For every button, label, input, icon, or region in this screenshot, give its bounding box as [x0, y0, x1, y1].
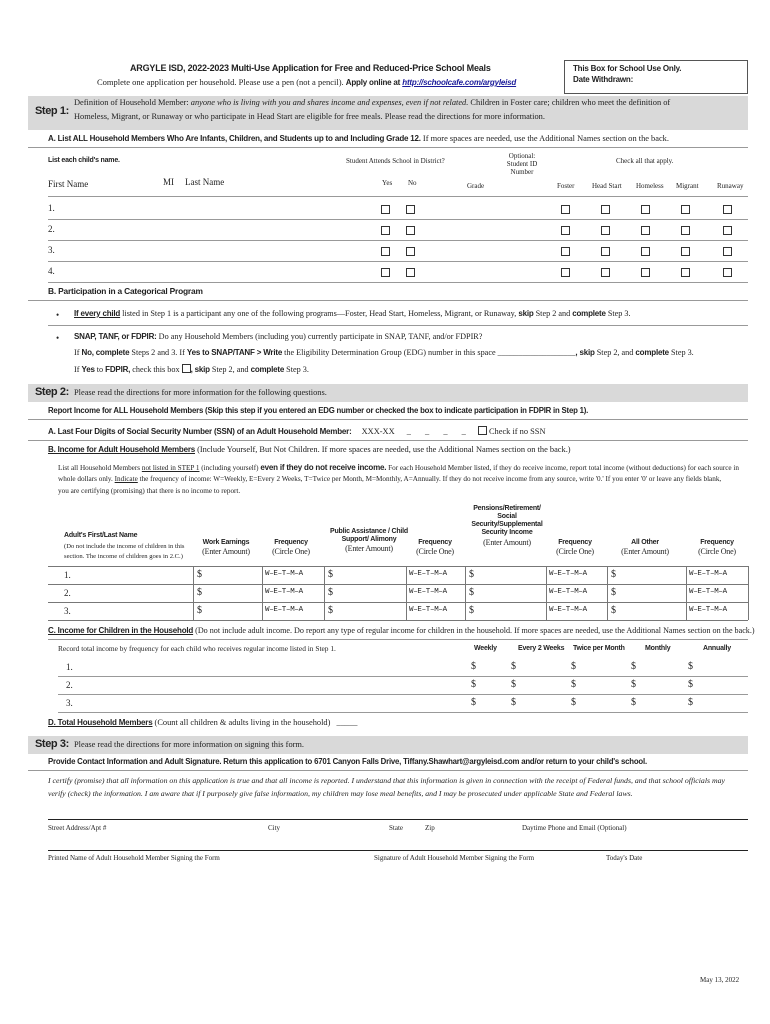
- adult1-other-amount[interactable]: $: [611, 569, 616, 580]
- col-adult-name: Adult's First/Last Name: [64, 532, 138, 539]
- step2-label: Step 2:: [35, 386, 69, 398]
- child2-homeless-checkbox[interactable]: [641, 226, 650, 235]
- col-adult-note-1: (Do not include the income of children in this: [64, 543, 185, 550]
- child1-every2[interactable]: $: [511, 661, 516, 672]
- child2-runaway-checkbox[interactable]: [723, 226, 732, 235]
- child-income-row-2-label: 2.: [66, 680, 73, 690]
- adult-row-3-label: 3.: [64, 606, 71, 616]
- child2-migrant-checkbox[interactable]: [681, 226, 690, 235]
- col-work-earnings: Work Earnings (Enter Amount): [202, 539, 250, 557]
- child4-homeless-checkbox[interactable]: [641, 268, 650, 277]
- fdpir-instructions: If Yes to FDPIR, check this box , skip Step 2, and complete Step 3.: [74, 365, 309, 374]
- ssn-last-four-field[interactable]: _ _ _ _: [406, 427, 472, 436]
- col-public-assistance: Public Assistance / Child Support/ Alimony (Enter Amount): [330, 528, 408, 554]
- child2-every2[interactable]: $: [511, 679, 516, 690]
- child2-monthly[interactable]: $: [631, 679, 636, 690]
- col-frequency-1: Frequency (Circle One): [272, 539, 310, 557]
- child1-foster-checkbox[interactable]: [561, 205, 570, 214]
- adult3-pa-amount[interactable]: $: [328, 605, 333, 616]
- col-mi: MI: [163, 177, 174, 187]
- adult2-work-frequency[interactable]: W–E–T–M–A: [265, 588, 303, 596]
- col-frequency-3: Frequency (Circle One): [556, 539, 594, 557]
- child3-migrant-checkbox[interactable]: [681, 247, 690, 256]
- office-use-box: [564, 60, 748, 94]
- categorical-every-child: If every child listed in Step 1 is a participant any one of the following programs—Foster, Head Start, Homeless, Migrant, or Runaway, skip Step 2 and complete Step 3.: [74, 309, 631, 318]
- adult1-pension-frequency[interactable]: W–E–T–M–A: [549, 570, 587, 578]
- adult2-other-amount[interactable]: $: [611, 587, 616, 598]
- adult2-pa-frequency[interactable]: W–E–T–M–A: [409, 588, 447, 596]
- income-instructions-2: whole dollars only. Indicate the frequency of income: W=Weekly, E=Every 2 Weeks, T=Twice per Month, M=Monthly, A=Annually. If they do not receive income from any source, write '0.' If you enter '0' or leave any fields blank,: [58, 475, 722, 483]
- student-id-header: Optional: Student ID Number: [506, 152, 538, 177]
- adult1-pa-amount[interactable]: $: [328, 569, 333, 580]
- city-label[interactable]: City: [268, 824, 281, 832]
- child1-twice[interactable]: $: [571, 661, 576, 672]
- adult3-pension-frequency[interactable]: W–E–T–M–A: [549, 606, 587, 614]
- total-household-members: D. Total Household Members (Count all children & adults living in the household) _____: [48, 718, 358, 727]
- income-instructions-3: you are certifying (promising) that there is no income to report.: [58, 487, 241, 495]
- child3-runaway-checkbox[interactable]: [723, 247, 732, 256]
- todays-date-label[interactable]: Today's Date: [606, 854, 643, 862]
- col-homeless: Homeless: [636, 182, 664, 190]
- col-weekly: Weekly: [474, 645, 497, 652]
- child-row-2-label: 2.: [48, 224, 55, 234]
- child2-headstart-checkbox[interactable]: [601, 226, 610, 235]
- street-address-label[interactable]: Street Address/Apt #: [48, 824, 107, 832]
- child-row-3-label: 3.: [48, 245, 55, 255]
- col-grade: Grade: [467, 182, 485, 190]
- child4-no-checkbox[interactable]: [406, 268, 415, 277]
- col-frequency-2: Frequency (Circle One): [416, 539, 454, 557]
- child-row-4-label: 4.: [48, 266, 55, 276]
- adult3-work-amount[interactable]: $: [197, 605, 202, 616]
- child2-annually[interactable]: $: [688, 679, 693, 690]
- adult3-work-frequency[interactable]: W–E–T–M–A: [265, 606, 303, 614]
- child3-homeless-checkbox[interactable]: [641, 247, 650, 256]
- child1-no-checkbox[interactable]: [406, 205, 415, 214]
- income-adults-heading: B. Income for Adult Household Members (Include Yourself, But Not Children. If more spaces are needed, use the Additional Names section on the back.): [48, 445, 571, 454]
- bullet-1: •: [56, 310, 60, 320]
- child2-yes-checkbox[interactable]: [381, 226, 390, 235]
- adult1-pension-amount[interactable]: $: [469, 569, 474, 580]
- adult2-work-amount[interactable]: $: [197, 587, 202, 598]
- child1-runaway-checkbox[interactable]: [723, 205, 732, 214]
- child1-monthly[interactable]: $: [631, 661, 636, 672]
- adult1-pa-frequency[interactable]: W–E–T–M–A: [409, 570, 447, 578]
- child1-headstart-checkbox[interactable]: [601, 205, 610, 214]
- apply-online-link[interactable]: http://schoolcafe.com/argyleisd: [402, 78, 517, 87]
- section-b-heading: B. Participation in a Categorical Program: [48, 286, 203, 296]
- income-instructions-1: List all Household Members not listed in STEP 1 (including yourself) even if they do not receive income. For each Household Member listed, if they do receive income, report total income (without deductions) for each source in: [58, 463, 739, 472]
- col-first-name: First Name: [48, 179, 89, 189]
- adult1-work-frequency[interactable]: W–E–T–M–A: [265, 570, 303, 578]
- fdpir-checkbox[interactable]: [182, 364, 191, 373]
- child3-weekly[interactable]: $: [471, 697, 476, 708]
- snap-question: SNAP, TANF, or FDPIR: Do any Household Members (including you) currently participate in SNAP, TANF, and/or FDPIR?: [74, 332, 483, 341]
- adult-row-1-label: 1.: [64, 570, 71, 580]
- adult3-other-frequency[interactable]: W–E–T–M–A: [689, 606, 727, 614]
- children-income-record: Record total income by frequency for each child who receives regular income listed in Step 1.: [58, 644, 336, 653]
- col-monthly: Monthly: [645, 645, 671, 652]
- step3-directions: Please read the directions for more information on signing this form.: [74, 740, 305, 749]
- child3-foster-checkbox[interactable]: [561, 247, 570, 256]
- printed-name-label[interactable]: Printed Name of Adult Household Member Signing the Form: [48, 854, 220, 862]
- col-foster: Foster: [557, 182, 575, 190]
- check-all-label: Check all that apply.: [616, 157, 674, 165]
- col-adult-note-2: section. The income of children goes in 2.C.): [64, 553, 183, 560]
- income-children-heading: C. Income for Children in the Household (Do not include adult income. Do report any type of regular income for children in the household. If more spaces are needed, use the Additional Names section on the back.): [48, 626, 755, 635]
- adult2-pension-frequency[interactable]: W–E–T–M–A: [549, 588, 587, 596]
- step3-label: Step 3:: [35, 738, 69, 750]
- col-every-2-weeks: Every 2 Weeks: [518, 645, 565, 652]
- report-income-heading: Report Income for ALL Household Members (Skip this step if you entered an EDG number or checked the box to indicate participation in FDPIR in Step 1).: [48, 406, 589, 415]
- child3-monthly[interactable]: $: [631, 697, 636, 708]
- child1-annually[interactable]: $: [688, 661, 693, 672]
- child1-yes-checkbox[interactable]: [381, 205, 390, 214]
- child1-migrant-checkbox[interactable]: [681, 205, 690, 214]
- household-definition: Definition of Household Member: anyone who is living with you and shares income and expenses, even if not related. Children in Foster care; children who meet the definition of: [74, 98, 671, 107]
- total-members-field[interactable]: _____: [336, 718, 358, 727]
- phone-email-label[interactable]: Daytime Phone and Email (Optional): [522, 824, 627, 832]
- adult3-pa-frequency[interactable]: W–E–T–M–A: [409, 606, 447, 614]
- child1-weekly[interactable]: $: [471, 661, 476, 672]
- child2-no-checkbox[interactable]: [406, 226, 415, 235]
- col-head-start: Head Start: [592, 182, 622, 190]
- list-each-child: List each child's name.: [48, 157, 120, 164]
- col-all-other: All Other (Enter Amount): [621, 539, 669, 557]
- child-row-1-label: 1.: [48, 203, 55, 213]
- step1-label: Step 1:: [35, 105, 69, 117]
- household-definition-line2: Homeless, Migrant, or Runaway or who participate in Head Start are eligible for free meals. Please read the directions for more information.: [74, 112, 545, 121]
- col-pensions: Pensions/Retirement/ Social Security/Supplemental Security Income (Enter Amount): [471, 505, 543, 548]
- edg-number-field[interactable]: ___________________: [497, 348, 576, 357]
- adult-row-2-label: 2.: [64, 588, 71, 598]
- snap-instructions: If No, complete Steps 2 and 3. If Yes to SNAP/TANF > Write the Eligibility Determination Group (EDG) number in this space ___________________, skip Step 2, and complete Step 3.: [74, 348, 694, 357]
- child4-yes-checkbox[interactable]: [381, 268, 390, 277]
- adult1-other-frequency[interactable]: W–E–T–M–A: [689, 570, 727, 578]
- child2-foster-checkbox[interactable]: [561, 226, 570, 235]
- office-use-title: This Box for School Use Only.: [573, 64, 682, 73]
- col-last-name: Last Name: [185, 177, 225, 187]
- child3-annually[interactable]: $: [688, 697, 693, 708]
- adult1-work-amount[interactable]: $: [197, 569, 202, 580]
- child4-migrant-checkbox[interactable]: [681, 268, 690, 277]
- child3-every2[interactable]: $: [511, 697, 516, 708]
- child3-yes-checkbox[interactable]: [381, 247, 390, 256]
- child4-foster-checkbox[interactable]: [561, 268, 570, 277]
- certification-1: I certify (promise) that all information on this application is true and that all income is reported. I understand that this information is given in connection with the receipt of Federal funds, and that school officials may: [48, 776, 725, 785]
- col-twice-per-month: Twice per Month: [573, 645, 625, 652]
- col-frequency-4: Frequency (Circle One): [698, 539, 736, 557]
- no-ssn-checkbox[interactable]: [478, 426, 487, 435]
- state-label[interactable]: State: [389, 824, 403, 832]
- child3-no-checkbox[interactable]: [406, 247, 415, 256]
- adult2-pension-amount[interactable]: $: [469, 587, 474, 598]
- col-runaway: Runaway: [717, 182, 744, 190]
- signature-label[interactable]: Signature of Adult Household Member Signing the Form: [374, 854, 535, 862]
- step2-directions: Please read the directions for more information for the following questions.: [74, 388, 327, 397]
- child-income-row-1-label: 1.: [66, 662, 73, 672]
- ssn-row: A. Last Four Digits of Social Security Number (SSN) of an Adult Household Member: XXX-XX _ _ _ _ Check if no SSN: [48, 427, 546, 436]
- date-withdrawn-label: Date Withdrawn:: [573, 75, 634, 84]
- adult2-pa-amount[interactable]: $: [328, 587, 333, 598]
- bullet-2: •: [56, 333, 60, 343]
- adult2-other-frequency[interactable]: W–E–T–M–A: [689, 588, 727, 596]
- child-income-row-3-label: 3.: [66, 698, 73, 708]
- child2-weekly[interactable]: $: [471, 679, 476, 690]
- child4-runaway-checkbox[interactable]: [723, 268, 732, 277]
- child2-twice[interactable]: $: [571, 679, 576, 690]
- form-title: ARGYLE ISD, 2022-2023 Multi-Use Application for Free and Reduced-Price School Meals: [130, 63, 491, 73]
- child4-headstart-checkbox[interactable]: [601, 268, 610, 277]
- child3-twice[interactable]: $: [571, 697, 576, 708]
- zip-label[interactable]: Zip: [425, 824, 435, 832]
- col-yes: Yes: [382, 179, 393, 187]
- adult3-pension-amount[interactable]: $: [469, 605, 474, 616]
- col-migrant: Migrant: [676, 182, 699, 190]
- section-a-heading: A. List ALL Household Members Who Are Infants, Children, and Students up to and Including Grade 12. If more spaces are needed, use the Additional Names section on the back.: [48, 134, 669, 143]
- adult3-other-amount[interactable]: $: [611, 605, 616, 616]
- contact-instructions: Provide Contact Information and Adult Signature. Return this application to 6701 Canyon Falls Drive, Tiffany.Shawhart@argyleisd.com and/or return to your child's school.: [48, 757, 647, 766]
- attends-school-question: Student Attends School in District?: [346, 157, 445, 165]
- col-no: No: [408, 179, 417, 187]
- revision-date: May 13, 2022: [700, 976, 740, 984]
- child1-homeless-checkbox[interactable]: [641, 205, 650, 214]
- certification-2: verify (check) the information. I am aware that if I purposely give false information, my children may lose meal benefits, and I may be prosecuted under applicable State and Federal laws.: [48, 789, 633, 798]
- form-subtitle: Complete one application per household. Please use a pen (not a pencil). Apply online at http://schoolcafe.com/argyleisd: [97, 77, 517, 87]
- col-annually: Annually: [703, 645, 731, 652]
- child3-headstart-checkbox[interactable]: [601, 247, 610, 256]
